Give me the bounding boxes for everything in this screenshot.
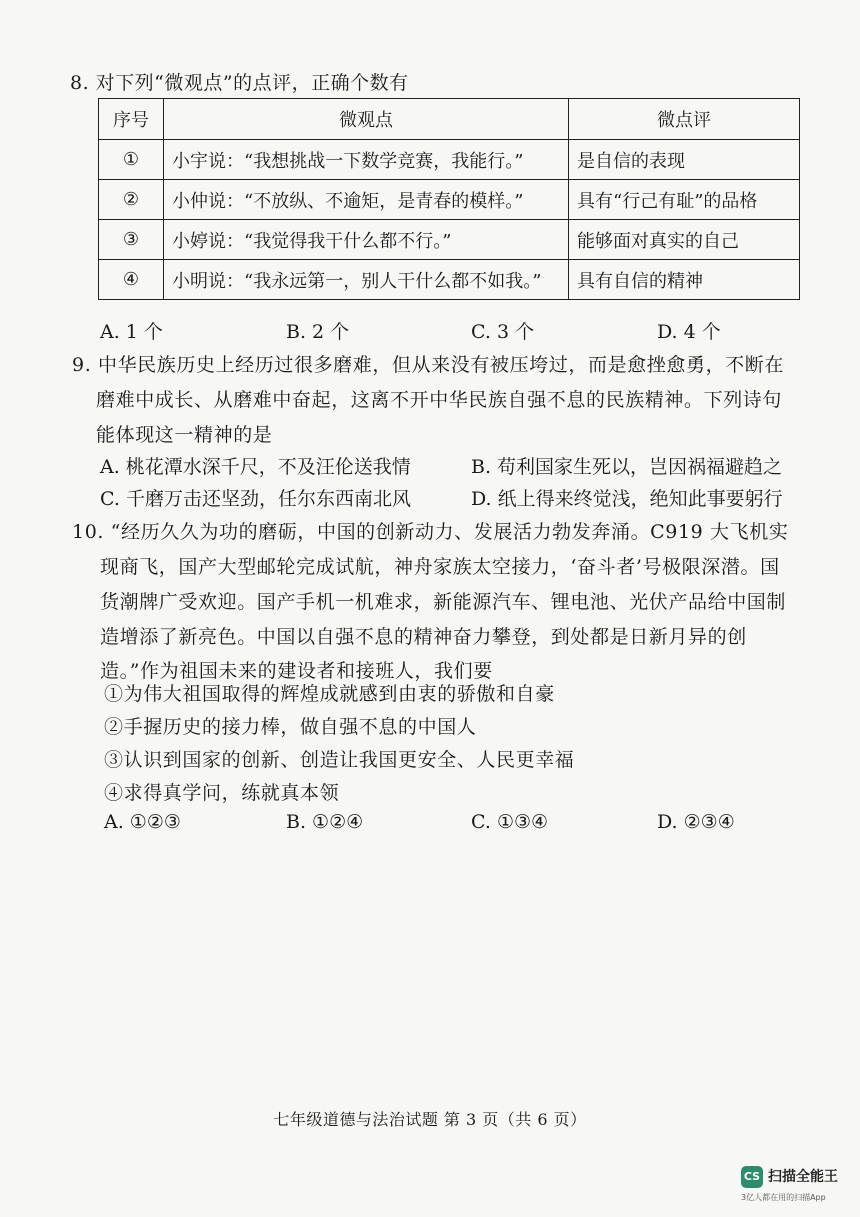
q9-stem-line: 能体现这一精神的是 — [96, 424, 273, 446]
table-cell: 具有自信的精神 — [569, 260, 800, 300]
q10-option-d: D. ②③④ — [657, 811, 735, 833]
table-cell: 小明说：“我永远第一，别人干什么都不如我。” — [164, 260, 569, 300]
table-header-cell: 微点评 — [569, 99, 800, 140]
table-cell: ② — [99, 180, 164, 220]
table-row — [99, 220, 800, 260]
table-row — [99, 260, 800, 300]
q10-statement: ④求得真学问，练就真本领 — [104, 782, 340, 804]
q10-stem-line: 造。”作为祖国未来的建设者和接班人，我们要 — [100, 660, 493, 682]
q9-option-c: C. 千磨万击还坚劲，任尔东西南北风 — [100, 488, 411, 510]
q8-stem: 8. 对下列“微观点”的点评，正确个数有 — [70, 72, 409, 94]
q9-stem-line: 9. 中华民族历史上经历过很多磨难，但从来没有被压垮过，而是愈挫愈勇，不断在 — [72, 354, 784, 376]
table-cell: ④ — [99, 260, 164, 300]
q9-stem-line: 磨难中成长、从磨难中奋起，这离不开中华民族自强不息的民族精神。下列诗句 — [96, 389, 783, 411]
watermark-subtitle: 3亿人都在用的扫描App — [741, 1193, 826, 1202]
table-header-cell: 微观点 — [164, 99, 569, 140]
table-cell: 能够面对真实的自己 — [569, 220, 800, 260]
q10-option-b: B. ①②④ — [286, 811, 364, 833]
q8-option-a: A. 1 个 — [100, 321, 163, 343]
table-row — [99, 180, 800, 220]
q10-statement: ②手握历史的接力棒，做自强不息的中国人 — [104, 716, 477, 738]
table-cell: 小婷说：“我觉得我干什么都不行。” — [164, 220, 569, 260]
watermark-name: 扫描全能王 — [768, 1169, 838, 1185]
q10-statement: ③认识到国家的创新、创造让我国更安全、人民更幸福 — [104, 749, 575, 771]
table-row — [99, 140, 800, 180]
q10-stem-line: 货潮牌广受欢迎。国产手机一机难求，新能源汽车、锂电池、光伏产品给中国制 — [100, 591, 787, 613]
q10-option-c: C. ①③④ — [471, 811, 549, 833]
q8-table — [98, 98, 800, 300]
q8-option-b: B. 2 个 — [286, 321, 350, 343]
table-cell: 是自信的表现 — [569, 140, 800, 180]
cs-logo-icon: CS — [741, 1166, 763, 1188]
q8-option-d: D. 4 个 — [657, 321, 721, 343]
table-cell: ③ — [99, 220, 164, 260]
q10-stem-line: 造增添了新亮色。中国以自强不息的精神奋力攀登，到处都是日新月异的创 — [100, 626, 747, 648]
q9-option-d: D. 纸上得来终觉浅，绝知此事要躬行 — [471, 488, 783, 510]
table-cell: ① — [99, 140, 164, 180]
q10-stem-line: 现商飞，国产大型邮轮完成试航，神舟家族太空接力，‘奋斗者’号极限深潜。国 — [100, 556, 780, 578]
q9-option-a: A. 桃花潭水深千尺，不及汪伦送我情 — [100, 456, 411, 478]
table-header-cell: 序号 — [99, 99, 164, 140]
q10-statement: ①为伟大祖国取得的辉煌成就感到由衷的骄傲和自豪 — [104, 683, 555, 705]
scanner-watermark — [741, 1166, 851, 1206]
table-cell: 具有“行己有耻”的品格 — [569, 180, 800, 220]
table-header-row — [99, 99, 800, 140]
q10-stem-line: 10. “经历久久为功的磨砺，中国的创新动力、发展活力勃发奔涌。C919 大飞机实 — [72, 521, 789, 543]
q10-option-a: A. ①②③ — [104, 811, 181, 833]
q8-option-c: C. 3 个 — [471, 321, 535, 343]
q9-option-b: B. 苟利国家生死以，岂因祸福避趋之 — [471, 456, 783, 478]
table-cell: 小仲说：“不放纵、不逾矩，是青春的模样。” — [164, 180, 569, 220]
page-footer: 七年级道德与法治试题 第 3 页（共 6 页） — [273, 1110, 587, 1129]
table-cell: 小宇说：“我想挑战一下数学竞赛，我能行。” — [164, 140, 569, 180]
